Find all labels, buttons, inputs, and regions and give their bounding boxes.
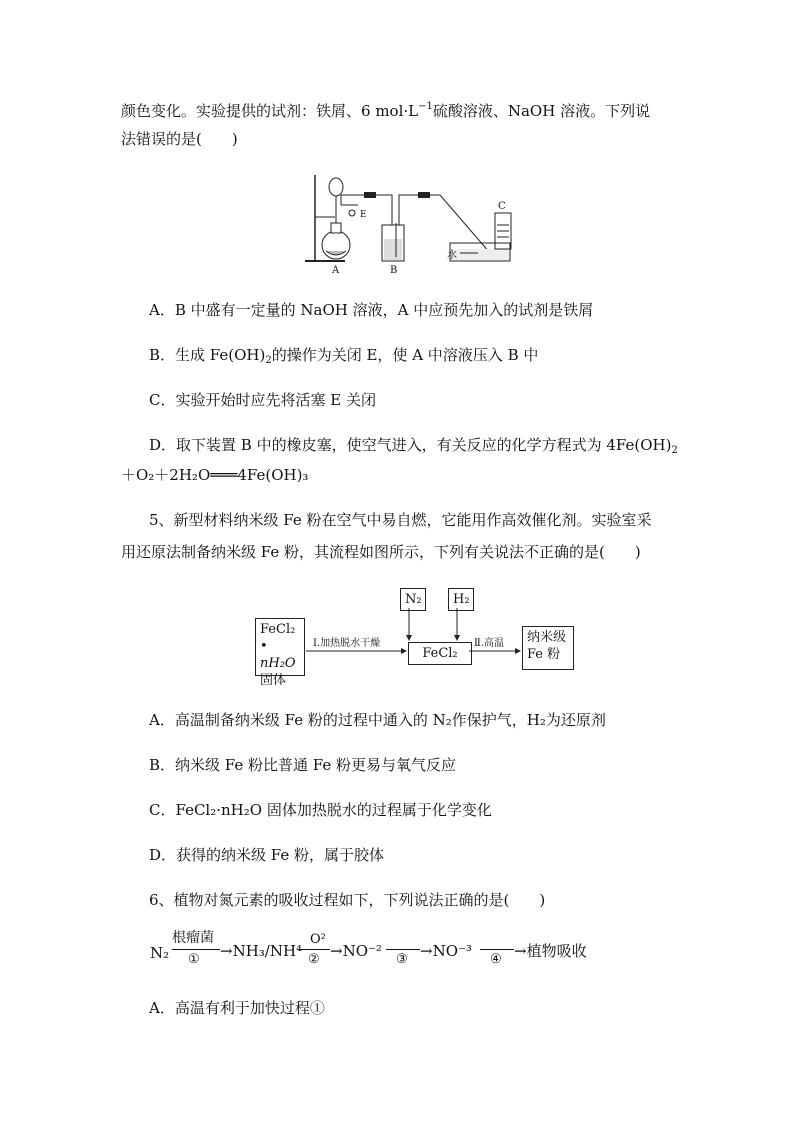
q5-option-d: D．获得的纳米级 Fe 粉，属于胶体 <box>149 846 385 864</box>
chain-step-3: ③ <box>396 952 408 967</box>
label-e: E <box>360 210 367 220</box>
chain-product-2: →NO⁻² <box>330 942 382 960</box>
chain-product-3: →NO⁻³ <box>420 942 472 960</box>
chain-step-1: ① <box>188 952 200 967</box>
intro-line-2: 法错误的是( ) <box>121 130 238 148</box>
flow-start-box: FeCl₂ • nH₂O 固体 <box>255 618 305 676</box>
chain-step-4: ④ <box>490 952 502 967</box>
flow-h2-box: H₂ <box>448 588 474 611</box>
q4-option-a: A．B 中盛有一定量的 NaOH 溶液，A 中应预先加入的试剂是铁屑 <box>149 301 594 319</box>
q6-option-a: A．高温有利于加快过程① <box>149 999 325 1017</box>
q5-option-a: A．高温制备纳米级 Fe 粉的过程中通入的 N₂作保护气，H₂为还原剂 <box>149 711 606 729</box>
q4-option-c: C．实验开始时应先将活塞 E 关闭 <box>149 391 376 409</box>
q5-line-1: 5、新型材料纳米级 Fe 粉在空气中易自燃，它能用作高效催化剂。实验室采 <box>149 511 652 529</box>
flow-step2-label: Ⅱ.高温 <box>474 638 504 649</box>
q4-option-b: B．生成 $Fe(OH)_2$的操作为关闭 E，使 A 中溶液压入 B 中 <box>149 346 539 366</box>
q6-line-1: 6、植物对氮元素的吸收过程如下，下列说法正确的是( ) <box>149 891 546 909</box>
chain-product-4: →植物吸收 <box>514 942 587 960</box>
flow-arrows <box>300 605 530 665</box>
flow-mid-box: FeCl₂ <box>408 642 472 665</box>
flow-n2-box: N₂ <box>400 588 426 611</box>
q5-option-c: C．FeCl₂·nH₂O 固体加热脱水的过程属于化学变化 <box>149 801 492 819</box>
apparatus-figure <box>300 165 530 280</box>
q4-option-d-line-2: ＋O₂＋2H₂O═══4Fe(OH)₃ <box>121 466 309 484</box>
q5-line-2: 用还原法制备纳米级 Fe 粉，其流程如图所示，下列有关说法不正确的是( ) <box>121 543 641 561</box>
chain-n2: N₂ <box>150 944 170 962</box>
chain-product-1: →NH₃/NH⁴ <box>220 942 303 960</box>
q5-option-b: B．纳米级 Fe 粉比普通 Fe 粉更易与氧气反应 <box>149 756 457 774</box>
label-b: B <box>390 265 398 276</box>
label-a: A <box>332 265 340 276</box>
label-c: C <box>498 201 506 212</box>
chain-label-2: O² <box>310 932 326 947</box>
flow-step1-label: Ⅰ.加热脱水干燥 <box>313 638 381 649</box>
label-water: 水 <box>447 250 457 261</box>
chain-step-2: ② <box>308 952 320 967</box>
flow-end-box: 纳米级 Fe 粉 <box>522 626 574 670</box>
chain-label-1: 根瘤菌 <box>172 930 214 946</box>
intro-line-1: 颜色变化。实验提供的试剂：铁屑、6 $mol\cdot L^{-1}$硫酸溶液、NaOH 溶液。下列说 <box>121 101 651 120</box>
q4-option-d-line-1: D．取下装置 B 中的橡皮塞，使空气进入，有关反应的化学方程式为 $4Fe(OH)_2$ <box>149 436 678 456</box>
